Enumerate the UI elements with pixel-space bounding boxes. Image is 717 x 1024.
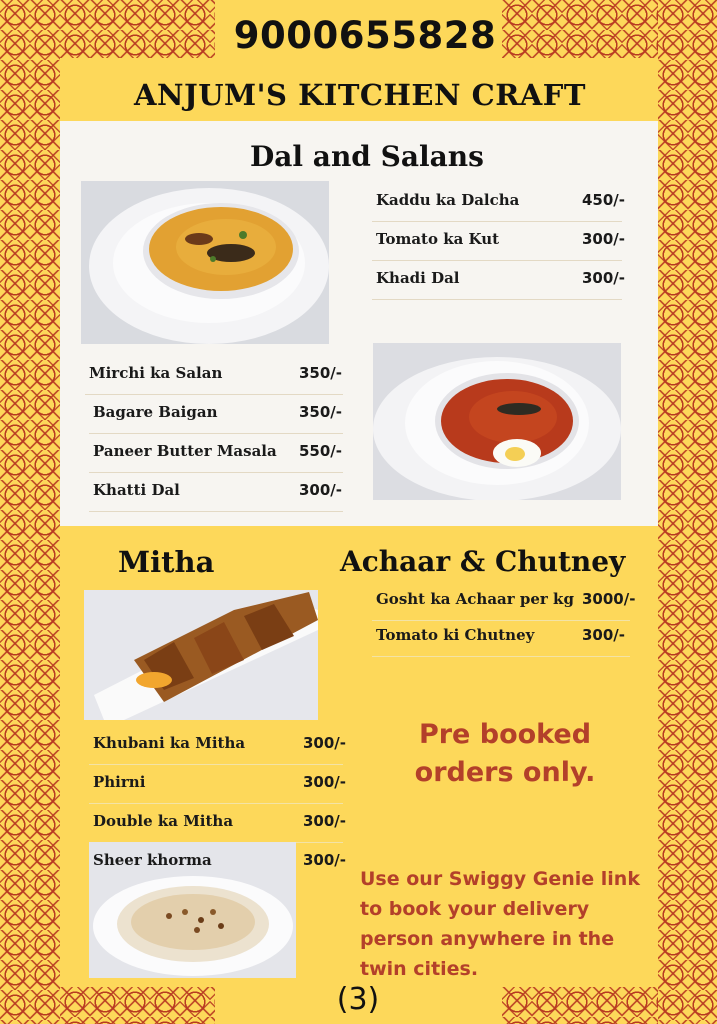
item-price: 300/- bbox=[582, 626, 626, 644]
item-name: Khatti Dal bbox=[93, 481, 180, 499]
swiggy-line: Use our Swiggy Genie link bbox=[360, 868, 640, 890]
list-item bbox=[89, 765, 347, 804]
list-item bbox=[89, 395, 343, 434]
prebook-line: Pre booked bbox=[418, 719, 592, 750]
lattice-corner-bottom-left bbox=[60, 987, 215, 1024]
list-item bbox=[89, 804, 347, 843]
page-number: (3) bbox=[336, 982, 380, 1017]
list-item bbox=[89, 843, 347, 881]
list-item bbox=[85, 356, 343, 395]
item-name: Paneer Butter Masala bbox=[93, 442, 277, 460]
item-price: 300/- bbox=[582, 269, 626, 287]
item-name: Gosht ka Achaar per kg bbox=[376, 590, 574, 608]
item-name: Bagare Baigan bbox=[93, 403, 218, 421]
list-item bbox=[89, 726, 347, 765]
item-price: 350/- bbox=[299, 403, 343, 421]
item-price: 300/- bbox=[303, 773, 347, 791]
double-ka-mitha-photo bbox=[84, 590, 318, 720]
swiggy-line: twin cities. bbox=[360, 958, 479, 980]
brand-title: ANJUM'S KITCHEN CRAFT bbox=[134, 78, 586, 112]
list-item bbox=[372, 261, 626, 300]
phone-number: 9000655828 bbox=[233, 14, 497, 57]
item-name: Tomato ka Kut bbox=[376, 230, 500, 248]
section-title-achaar-chutney: Achaar & Chutney bbox=[340, 545, 626, 578]
lattice-corner-top-left bbox=[60, 0, 215, 58]
swiggy-line: person anywhere in the bbox=[360, 928, 615, 950]
swiggy-genie-notice bbox=[360, 864, 650, 984]
item-price: 300/- bbox=[303, 812, 347, 830]
item-name: Sheer khorma bbox=[93, 851, 212, 869]
item-price: 550/- bbox=[299, 442, 343, 460]
list-item bbox=[372, 183, 626, 222]
lattice-border-left bbox=[0, 0, 60, 1024]
list-item bbox=[89, 434, 343, 473]
item-name: Phirni bbox=[93, 773, 146, 791]
item-price: 300/- bbox=[299, 481, 343, 499]
list-item bbox=[89, 473, 343, 512]
list-item bbox=[372, 222, 626, 261]
item-name: Khubani ka Mitha bbox=[93, 734, 246, 752]
list-item bbox=[372, 582, 636, 621]
item-name: Mirchi ka Salan bbox=[89, 364, 223, 382]
prebook-notice bbox=[380, 716, 630, 792]
list-item bbox=[372, 618, 630, 657]
lattice-corner-bottom-right bbox=[502, 987, 658, 1024]
item-name: Tomato ki Chutney bbox=[376, 626, 535, 644]
section-title-dal-salans: Dal and Salans bbox=[250, 140, 484, 173]
salan-bowl-photo bbox=[373, 343, 621, 500]
prebook-line: orders only. bbox=[414, 757, 596, 788]
lattice-border-right bbox=[658, 0, 717, 1024]
item-price: 450/- bbox=[582, 191, 626, 209]
item-price: 300/- bbox=[582, 230, 626, 248]
item-price: 300/- bbox=[303, 734, 347, 752]
dal-bowl-photo bbox=[81, 181, 329, 344]
item-name: Double ka Mitha bbox=[93, 812, 234, 830]
item-price: 300/- bbox=[303, 851, 347, 869]
swiggy-line: to book your delivery bbox=[360, 898, 590, 920]
item-name: Kaddu ka Dalcha bbox=[376, 191, 520, 209]
item-name: Khadi Dal bbox=[376, 269, 460, 287]
section-title-mitha: Mitha bbox=[118, 545, 215, 579]
item-price: 3000/- bbox=[582, 590, 636, 608]
item-price: 350/- bbox=[299, 364, 343, 382]
